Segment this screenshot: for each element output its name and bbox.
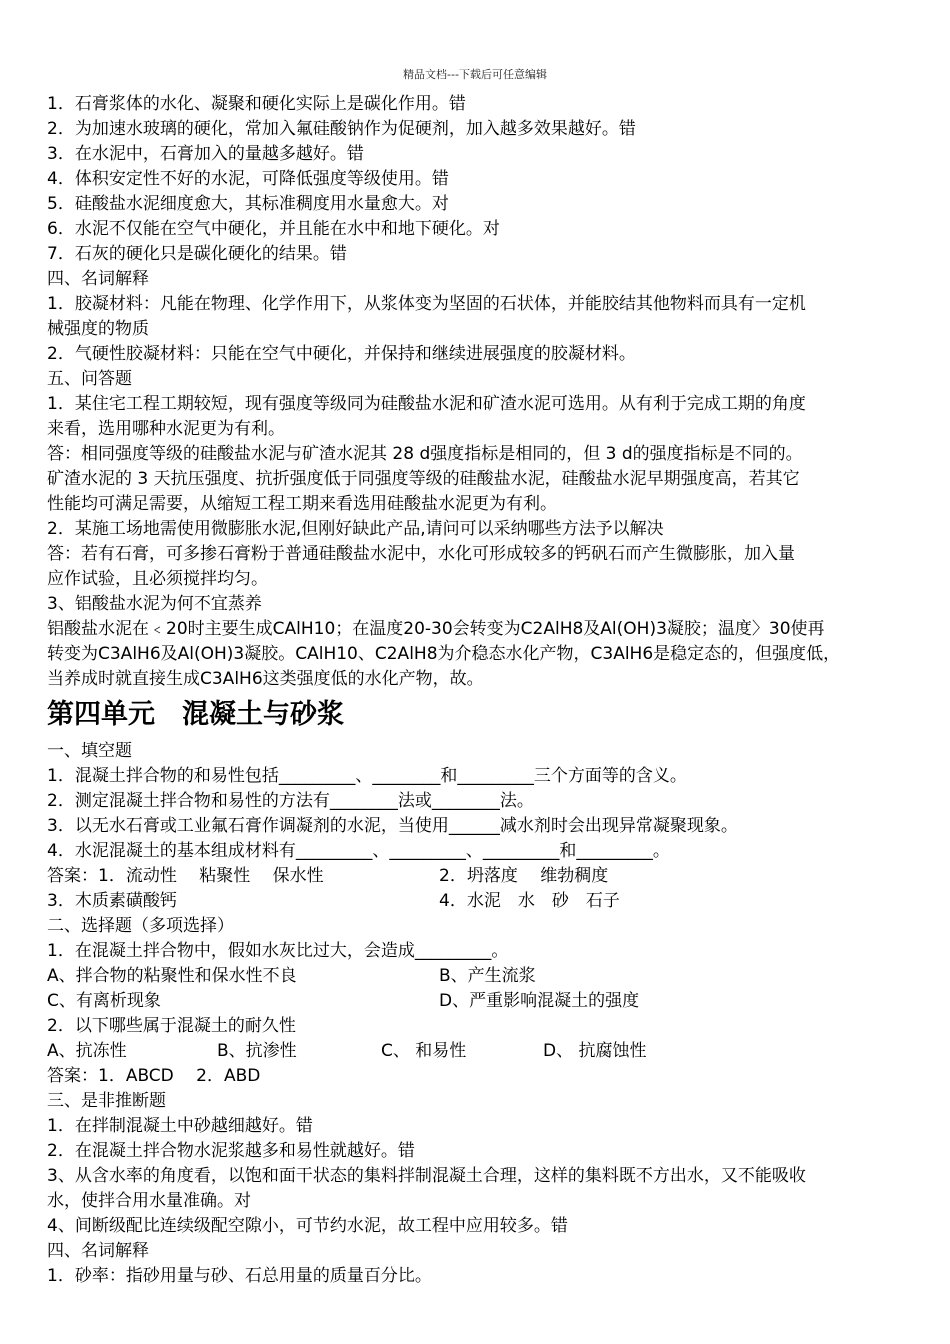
document-body	[47, 92, 907, 1289]
text-line: 2．在混凝土拌合物水泥浆越多和易性就越好。错	[47, 1141, 415, 1161]
text-line: 答：若有石膏，可多掺石膏粉于普通硅酸盐水泥中，水化可形成较多的钙矾石而产生微膨胀，加入量	[47, 544, 795, 564]
text-line: 1．混凝土拌合物的和易性包括_________、________和_________三个方面等的含义。	[47, 766, 687, 786]
text-line: 5．硅酸盐水泥细度愈大，其标准稠度用水量愈大。对	[47, 194, 449, 214]
text-line: 3、从含水率的角度看，以饱和面干状态的集料拌制混凝土合理，这样的集料既不方出水，又不能吸收	[47, 1166, 806, 1186]
q2-choices	[47, 1039, 907, 1064]
choice-cell: B、产生流浆	[439, 966, 536, 986]
text-line: 4．水泥混凝土的基本组成材料有_________、_________、_________和_________。	[47, 841, 670, 861]
text-line: 1．砂率：指砂用量与砂、石总用量的质量百分比。	[47, 1266, 432, 1286]
answer-cell: 4．水泥 水 砂 石子	[439, 891, 620, 911]
text-line: 2．为加速水玻璃的硬化，常加入氟硅酸钠作为促硬剂，加入越多效果越好。错	[47, 119, 636, 139]
text-line: 矿渣水泥的 3 天抗压强度、抗折强度低于同强度等级的硅酸盐水泥，硅酸盐水泥早期强度高，若其它	[47, 469, 800, 489]
choice-option: B、抗渗性	[217, 1041, 297, 1061]
text-line: 铝酸盐水泥在﹤20时主要生成CAlH10；在温度20-30会转变为C2AlH8及Al(OH)3凝胶；温度〉30使再	[47, 619, 825, 639]
choice-option: C、 和易性	[381, 1041, 467, 1061]
text-line: 6．水泥不仅能在空气中硬化，并且能在水中和地下硬化。对	[47, 219, 500, 239]
text-line: 答案：1．ABCD 2．ABD	[47, 1066, 261, 1086]
text-line: 械强度的物质	[47, 319, 149, 339]
answer-row	[47, 889, 907, 914]
choice-row	[47, 989, 907, 1014]
q1-choices	[47, 964, 907, 1014]
text-line: 应作试验，且必须搅拌均匀。	[47, 569, 268, 589]
choice-cell: D、严重影响混凝土的强度	[439, 991, 640, 1011]
choice-row	[47, 964, 907, 989]
fill-in-answers	[47, 864, 907, 914]
text-line: 性能均可满足需要，从缩短工程工期来看选用硅酸盐水泥更为有利。	[47, 494, 557, 514]
text-line: 答：相同强度等级的硅酸盐水泥与矿渣水泥其 28 d强度指标是相同的，但 3 d的强度指标是不同的。	[47, 444, 803, 464]
text-line: 1．某住宅工程工期较短，现有强度等级同为硅酸盐水泥和矿渣水泥可选用。从有利于完成工期的角度	[47, 394, 806, 414]
section-cement-answers	[47, 92, 907, 692]
text-line: 水，使拌合用水量准确。对	[47, 1191, 251, 1211]
text-line: 二、选择题（多项选择）	[47, 916, 234, 936]
answer-cell: 2．坍落度 维勃稠度	[439, 866, 609, 886]
text-line: 2．某施工场地需使用微膨胀水泥,但刚好缺此产品,请问可以采纳哪些方法予以解决	[47, 519, 664, 539]
text-line: 转变为C3AlH6及Al(OH)3凝胶。CAlH10、C2AlH8为介稳态水化产物，C3AlH6是稳定态的，但强度低，	[47, 644, 841, 664]
text-line: 四、名词解释	[47, 269, 149, 289]
text-line: 2．测定混凝土拌合物和易性的方法有________法或________法。	[47, 791, 534, 811]
choice-option: D、 抗腐蚀性	[543, 1041, 647, 1061]
text-line: 当养成时就直接生成C3AlH6这类强度低的水化产物，故。	[47, 669, 484, 689]
text-line: 来看，选用哪种水泥更为有利。	[47, 419, 285, 439]
text-line: 4．体积安定性不好的水泥，可降低强度等级使用。错	[47, 169, 449, 189]
text-line: 4、间断级配比连续级配空隙小，可节约水泥，故工程中应用较多。错	[47, 1216, 568, 1236]
text-line: 四、名词解释	[47, 1241, 149, 1261]
choice-cell: A、拌合物的粘聚性和保水性不良	[47, 966, 297, 986]
text-line: 3．在水泥中，石膏加入的量越多越好。错	[47, 144, 364, 164]
text-line: 2．气硬性胶凝材料：只能在空气中硬化，并保持和继续进展强度的胶凝材料。	[47, 344, 636, 364]
unit-title: 第四单元 混凝土与砂浆	[47, 699, 344, 730]
text-line: 1．胶凝材料：凡能在物理、化学作用下，从浆体变为坚固的石状体，并能胶结其他物料而具有一定机	[47, 294, 806, 314]
text-line: 1．在拌制混凝土中砂越细越好。错	[47, 1116, 313, 1136]
answer-row	[47, 864, 907, 889]
text-line: 3、铝酸盐水泥为何不宜蒸养	[47, 594, 262, 614]
answer-cell: 3．木质素磺酸钙	[47, 891, 177, 911]
section-fill-in-questions	[47, 739, 907, 864]
q2-question: 2．以下哪些属于混凝土的耐久性	[47, 1016, 296, 1036]
text-line: 3．以无水石膏或工业氟石膏作调凝剂的水泥，当使用______减水剂时会出现异常凝聚现象。	[47, 816, 738, 836]
answer-cell: 答案：1．流动性 粘聚性 保水性	[47, 866, 324, 886]
text-line: 1．石膏浆体的水化、凝聚和硬化实际上是碳化作用。错	[47, 94, 466, 114]
choice-option: A、抗冻性	[47, 1041, 127, 1061]
text-line: 三、是非推断题	[47, 1091, 166, 1111]
section-true-false-and-terms	[47, 1064, 907, 1289]
choice-cell: C、有离析现象	[47, 991, 161, 1011]
text-line: 1．在混凝土拌合物中，假如水灰比过大，会造成_________。	[47, 941, 509, 961]
text-line: 7．石灰的硬化只是碳化硬化的结果。错	[47, 244, 347, 264]
text-line: 五、问答题	[47, 369, 132, 389]
section-choice-questions	[47, 914, 907, 964]
page-header: 精品文档---下载后可任意编辑	[403, 68, 547, 81]
text-line: 一、填空题	[47, 741, 132, 761]
